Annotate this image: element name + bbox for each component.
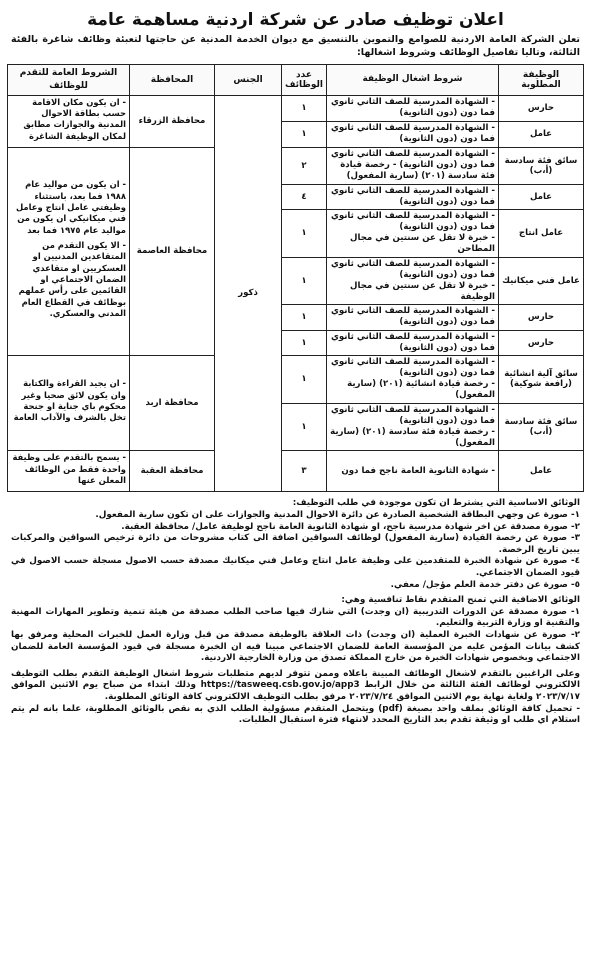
job-title-cell: عامل bbox=[499, 121, 584, 147]
job-count-cell: ٣ bbox=[282, 451, 327, 492]
governorate-cell: محافظة الزرقاء bbox=[130, 95, 215, 147]
condition-line: - الشهادة المدرسية للصف الثاني ثانوي فما دون (دون الثانوية) bbox=[330, 210, 495, 233]
basic-docs-list bbox=[11, 510, 580, 591]
job-conditions-cell bbox=[327, 148, 499, 185]
table-row bbox=[8, 451, 584, 492]
job-count-cell: ١ bbox=[282, 257, 327, 305]
job-title-cell: حارس bbox=[499, 330, 584, 355]
gender-cell: ذكور bbox=[215, 95, 282, 492]
pdf-note: - تحميل كافة الوثائق بملف واحد بصيغة (pdf) ويتحمل المتقدم مسؤولية الطلب الذي به نقص بالوثائق المطلوبة، علما بانه لم يتم استلام اي طلب او وثيقة تقدم بعد التاريخ المحدد لانتهاء فترة استقبال الطلبات. bbox=[11, 703, 580, 726]
job-count-cell: ٢ bbox=[282, 148, 327, 185]
documents-section bbox=[11, 498, 580, 727]
job-count-cell: ١ bbox=[282, 305, 327, 330]
condition-line: - الشهادة المدرسية للصف الثاني ثانوي فما دون (دون الثانوية) bbox=[330, 185, 495, 207]
document-item: ٢- صورة مصدقة عن اخر شهادة مدرسية ناجح، او شهادة الثانوية العامة ناجح لوظيفة عامل/ محافظة العقبة. bbox=[121, 521, 580, 532]
condition-line: - خبرة لا تقل عن سنتين في مجال المطاحن bbox=[350, 233, 495, 255]
apply-instructions: وعلى الراغبين بالتقدم لاشغال الوظائف المبينة باعلاه وممن تتوفر لديهم متطلبات شروط اشغال الوظيفة التقدم بطلب التوظيف الالكتروني لوظائف الفئة الثالثة من خلال الرابط https://tasweeq.csb.gov.jo/app3 وذلك ابتداء من صباح يوم الاثنين الموافق ٢٠٢٣/٧/١٧ ولغاية نهاية يوم الاثنين الموافق ٢٠٢٣/٧/٢٤ مرفق بطلب التوظيف الالكتروني كافة الوثائق المطلوبة. bbox=[11, 668, 580, 703]
document-item: ٥- صورة عن دفتر خدمة العلم مؤجل/ معفي. bbox=[390, 579, 580, 590]
general-conditions-cell bbox=[8, 451, 130, 492]
job-count-cell: ٤ bbox=[282, 184, 327, 209]
job-conditions-cell bbox=[327, 330, 499, 355]
governorate-cell: محافظة العقبة bbox=[130, 451, 215, 492]
document-item: ٢- صورة عن شهادات الخبرة العملية (ان وجدت) ذات العلاقة بالوظيفة مصدقة من قبل وزارة العمل للخبرات المحلية ومرفق بها كشف بيانات المؤمن عليه من المؤسسة العامة للضمان الاجتماعي مبينا فيه ان الخبرة مسجلة في قيود المؤسسة العامة للضمان الاجتماعي وبخصوص شهادات الخبرة من خارج المملكة تصدق من وزارة الخارجية الاردنية. bbox=[11, 630, 580, 664]
job-title-cell: عامل انتاج bbox=[499, 209, 584, 257]
job-count-cell: ١ bbox=[282, 121, 327, 147]
job-count-cell: ١ bbox=[282, 330, 327, 355]
job-conditions-cell bbox=[327, 209, 499, 257]
general-conditions-cell bbox=[8, 355, 130, 450]
general-conditions-cell bbox=[8, 95, 130, 147]
general-condition: - ان يجيد القراءة والكتابة وان يكون لائق صحيا وغير محكوم باي جناية او جنحة تخل بالشرف والآداب العامة bbox=[13, 378, 126, 423]
condition-line: - الشهادة المدرسية للصف الثاني ثانوي فما دون (دون الثانوية) bbox=[330, 97, 495, 119]
table-row bbox=[8, 355, 584, 403]
condition-line: - الشهادة المدرسية للصف الثاني ثانوي فما دون (دون الثانوية) - رخصة قيادة فئة سادسة (٢٠١) (سارية المفعول) bbox=[330, 149, 495, 182]
condition-line: - الشهادة المدرسية للصف الثاني ثانوي فما دون (دون الثانوية) bbox=[330, 404, 495, 426]
document-item: ١- صورة عن وجهي البطاقة الشخصية الصادرة عن دائرة الاحوال المدنية والجوازات على ان تكون سارية المفعول. bbox=[95, 509, 580, 520]
header-general-conditions: الشروط العامة للتقدم للوظائف bbox=[8, 64, 130, 95]
job-conditions-cell bbox=[327, 451, 499, 492]
job-count-cell: ١ bbox=[282, 355, 327, 403]
job-title-cell: سائق فئة سادسة (أ،ب) bbox=[499, 403, 584, 451]
header-job: الوظيفة المطلوبة bbox=[499, 64, 584, 95]
job-title-cell: عامل bbox=[499, 184, 584, 209]
document-item: ١- صورة مصدقة عن الدورات التدريبية (ان وجدت) التي شارك فيها صاحب الطلب مصدقة من هيئة تنمية وتطوير المهارات المهنية والتقنية او وزارة التربية والتعليم. bbox=[11, 606, 580, 629]
condition-line: - الشهادة المدرسية للصف الثاني ثانوي فما دون (دون الثانوية) bbox=[330, 356, 495, 379]
job-conditions-cell bbox=[327, 305, 499, 330]
job-title-cell: سائق آلية انشائية (رافعة شوكية) bbox=[499, 355, 584, 403]
governorate-cell: محافظة العاصمة bbox=[130, 148, 215, 356]
document-item: ٣- صورة عن رخصة القيادة (سارية المفعول) لوظائف السواقين اضافة الى كتاب مشروحات من دائرة ترخيص السواقين والمركبات يبين تاريخ الرخصة. bbox=[11, 533, 580, 555]
condition-line: - شهادة الثانوية العامة ناجح فما دون bbox=[341, 465, 495, 476]
condition-line: - خبرة لا تقل عن سنتين في مجال الوظيفة bbox=[350, 280, 495, 303]
table-header-row bbox=[8, 64, 584, 95]
general-conditions-cell bbox=[8, 148, 130, 356]
header-conditions: شروط اشغال الوظيفة bbox=[327, 64, 499, 95]
job-title-cell: عامل bbox=[499, 451, 584, 492]
extra-docs-list bbox=[11, 607, 580, 665]
job-conditions-cell bbox=[327, 184, 499, 209]
job-title-cell: سائق فئة سادسة (أ،ب) bbox=[499, 148, 584, 185]
general-condition: - ان يكون مكان الاقامة حسب بطاقة الاحوال المدنية والجوازات مطابق لمكان الوظيفة الشاغرة bbox=[23, 96, 126, 141]
table-row bbox=[8, 148, 584, 185]
job-title-cell: عامل فني ميكانيك bbox=[499, 257, 584, 305]
condition-line: - الشهادة المدرسية للصف الثاني ثانوي فما دون (دون الثانوية) bbox=[330, 258, 495, 280]
condition-line: - الشهادة المدرسية للصف الثاني ثانوي فما دون (دون الثانوية) bbox=[330, 331, 495, 353]
table-row bbox=[8, 95, 584, 121]
basic-docs-heading: الوثائق الاساسية التي يشترط ان تكون موجودة في طلب التوظيف: bbox=[292, 498, 580, 509]
condition-line: - رخصة قيادة فئة سادسة (٢٠١) (سارية المفعول) bbox=[330, 426, 495, 449]
jobs-table bbox=[7, 64, 584, 493]
header-count: عدد الوظائف bbox=[282, 64, 327, 95]
general-condition: - ان يكون من مواليد عام ١٩٨٨ فما بعد، باستثناء وظيفتي عامل انتاج وعامل فني ميكانيكي ان يكون من مواليد عام ١٩٧٥ فما بعد bbox=[15, 179, 126, 235]
header-governorate: المحافظة bbox=[130, 64, 215, 95]
governorate-cell: محافظة اربد bbox=[130, 355, 215, 450]
job-count-cell: ١ bbox=[282, 403, 327, 451]
job-conditions-cell bbox=[327, 403, 499, 451]
announcement-intro: تعلن الشركة العامة الاردنية للصوامع والتموين بالتنسيق مع ديوان الخدمة المدنية عن حاجتها لتعبئة وظائف شاغرة بالفئة الثالثة، وتاليا تفاصيل الوظائف وشروط اشغالها: bbox=[11, 34, 580, 58]
job-count-cell: ١ bbox=[282, 209, 327, 257]
announcement-title: اعلان توظيف صادر عن شركة اردنية مساهمة عامة bbox=[87, 10, 504, 30]
job-conditions-cell bbox=[327, 95, 499, 121]
extra-docs-heading: الوثائق الاضافية التي تمنح المتقدم نقاط تنافسية وهي: bbox=[341, 595, 580, 606]
job-conditions-cell bbox=[327, 355, 499, 403]
general-condition: - الا يكون التقدم من المتقاعدين المدنيين او العسكريين او متقاعدي الضمان الاجتماعي او القائمين على رأس عملهم بوظائف في القطاع العام المدني والعسكري. bbox=[18, 240, 126, 319]
condition-line: - الشهادة المدرسية للصف الثاني ثانوي فما دون (دون الثانوية) bbox=[330, 123, 495, 145]
general-condition: - يسمح بالتقدم على وظيفة واحدة فقط من الوظائف المعلن عنها bbox=[12, 452, 126, 485]
jobs-table-body bbox=[8, 95, 584, 492]
document-item: ٤- صورة عن شهادة الخبرة للمتقدمين على وظيفة عامل انتاج وعامل فني ميكانيك مصدقة حسب الاصول مسجلة حسب الاصول في قيود الضمان الاجتماعي. bbox=[11, 556, 580, 578]
condition-line: - رخصة قيادة انشائية (٢٠١) (سارية المفعول) bbox=[347, 379, 495, 401]
condition-line: - الشهادة المدرسية للصف الثاني ثانوي فما دون (دون الثانوية) bbox=[330, 306, 495, 328]
job-title-cell: حارس bbox=[499, 305, 584, 330]
header-gender: الجنس bbox=[215, 64, 282, 95]
job-conditions-cell bbox=[327, 121, 499, 147]
job-title-cell: حارس bbox=[499, 95, 584, 121]
job-count-cell: ١ bbox=[282, 95, 327, 121]
job-conditions-cell bbox=[327, 257, 499, 305]
